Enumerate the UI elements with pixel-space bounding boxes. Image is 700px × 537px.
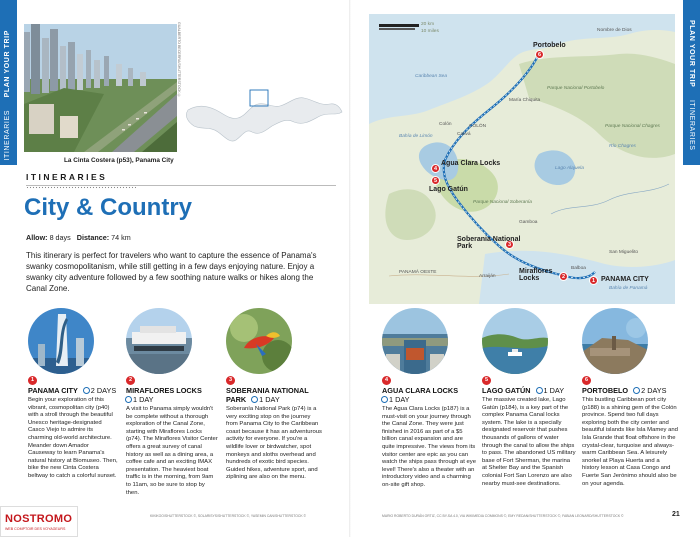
label-rio-chagres: Río Chagres [609, 144, 636, 149]
logo-name: NOSTROMO [5, 513, 73, 525]
stop-number: 6 [582, 376, 591, 385]
locator-map [180, 60, 345, 160]
stop-photo [582, 308, 648, 374]
section-kicker: ITINERARIES [26, 172, 108, 182]
page-title: City & Country [24, 194, 192, 221]
distance-value: 74 km [111, 233, 131, 242]
stop-photo [382, 308, 448, 374]
map-label-lago-gatun: Lago Gatún [429, 186, 468, 193]
tab-plan-label: PLAN YOUR TRIP [4, 30, 11, 98]
label-san-miguelito: San Miguelito [609, 250, 639, 255]
stop-description: The massive created lake, Lago Gatún (p184), is a key part of the complex Panama Canal locks system. The lake is a specially designated reservoir that pushes thousands of gallons of water through the canal to allow the ships to pass. The abandoned US military base of Fort Sherman, the marina at Shelter Bay and the Spanish colonial Fort San Lorenzo are also nearby must-see destinations. [482, 397, 576, 487]
allow-value: 8 days [49, 233, 71, 242]
stop-title [482, 386, 564, 395]
label-soberania-park: Parque Nacional Soberanía [473, 200, 532, 205]
route-map [369, 14, 675, 304]
stop-photo [126, 308, 192, 374]
label-portobelo-park: Parque Nacional Portobelo [547, 86, 605, 91]
map-marker-5[interactable]: 5 [431, 176, 440, 185]
side-tab-right [683, 0, 700, 165]
stop-title [126, 386, 202, 395]
map-marker-2[interactable]: 2 [559, 272, 568, 281]
label-chagres-park: Parque Nacional Chagres [605, 124, 660, 129]
tab-plan-label: PLAN YOUR TRIP [688, 20, 695, 88]
clock-icon [125, 396, 132, 403]
label-colon-town: Colón [439, 122, 452, 127]
stop-description: Soberanía National Park (p74) is a very exciting stop on the journey from Panama City to the Caribbean coast because it has an adventurous activity for everyone. If you're a wildlife lover or birdwatcher, spot monkeys and sloths overhead and hundreds of exotic bird species. Guided hikes, adventure sport, and ziplining are also on the menu. [226, 406, 322, 481]
page-number: 21 [672, 511, 680, 518]
stop-name: SOBERANIA NATIONAL PARK [226, 386, 309, 404]
stop-title [382, 386, 458, 395]
side-tab-left [0, 0, 17, 165]
hero-photo [24, 24, 177, 152]
stop-title [28, 386, 116, 395]
stop-number: 2 [126, 376, 135, 385]
map-label-miraflores: Miraflores Locks [519, 268, 553, 282]
label-lago-alajuela: Lago Alajuela [555, 166, 584, 171]
stop-duration-row [378, 395, 410, 404]
scale-mi: 10 miles [421, 29, 439, 34]
stop-photo [482, 308, 548, 374]
stop-duration: 1 DAY [259, 395, 280, 404]
stop-title [226, 386, 326, 404]
allow-label: Allow: [26, 233, 48, 242]
hero-photo-credit: GUALBERTO BECERRA/SHUTTERSTOCK © [177, 22, 181, 98]
label-nombre-dios: Nombre de Dios [597, 28, 632, 33]
scale-km: 20 km [421, 22, 435, 27]
label-panama-oeste: PANAMÁ OESTE [399, 270, 437, 275]
page-gutter [349, 0, 351, 537]
stop-title [582, 386, 667, 395]
divider-dots [26, 186, 136, 189]
label-colon-province: COLÓN [469, 124, 487, 129]
map-label-agua-clara: Agua Clara Locks [441, 160, 501, 167]
stop-description: The Agua Clara Locks (p187) is a must-visit on your journey through the Canal Zone. They were just finished in 2016 as part of a $5 billion canal expansion and are quite impressive. The views from its visitor center are epic as you can watch the ships pass through at eye level! There's also a theater with an introductory video and a charming on-site gift shop. [382, 406, 476, 488]
photo-credits-left: KIKIKOO/SHUTTERSTOCK ©, SOLARISYS/SHUTTERSTOCK ©, YASEMIN CAN/SHUTTERSTOCK © [150, 514, 307, 518]
map-marker-3[interactable]: 3 [505, 240, 514, 249]
stop-name: PORTOBELO [582, 386, 629, 395]
stop-description: A visit to Panama simply wouldn't be complete without a thorough exploration of the Canal Zone, starting with Miraflores Locks (p74). The Miraflores Visitor Center offers a great survey of canal history as well as a dining area, a coffee cafe and an exciting IMAX presentation. The heaviest boat traffic is in the morning, from 9am to 11am, so be sure to stop by then. [126, 406, 218, 496]
stop-photo [226, 308, 292, 374]
logo-tagline: WEB COMPTOIR DES VOYAGEURS [5, 527, 66, 531]
label-cativa: Cativá [457, 132, 471, 137]
clock-icon [381, 396, 388, 403]
clock-icon [83, 387, 90, 394]
map-marker-1[interactable]: 1 [589, 276, 598, 285]
map-label-panama-city: PANAMA CITY [601, 276, 649, 283]
stop-description: Begin your exploration of this vibrant, cosmopolitan city (p40) with a stroll through the beautiful Unesco heritage-designated Casco Viejo to admire its charming old-world architecture. Meander down Amador Causeway to learn Panama's natural history at Biomuseo. Then, bike the new Cinta Costera beltway to catch a colorful sunset. [28, 397, 118, 479]
stop-duration: 2 DAYS [90, 386, 117, 395]
stop-duration: 1 DAY [389, 395, 410, 404]
stop-description: This bustling Caribbean port city (p188) is a shining gem of the Colón province. Spend two full days exploring both the city center and beautiful islands like Isla Mamey and Isla Grande that float offshore in the crystal-clear, turquoise and always-warm Caribbean Sea. A leisurely snorkel at Playa Huerta and a history lesson at Casa Congo and Fuerte San Jerónimo should also be on your agenda. [582, 397, 678, 487]
clock-icon [536, 387, 543, 394]
tab-section-label: ITINERARIES [4, 110, 11, 161]
stop-number: 1 [28, 376, 37, 385]
map-marker-6[interactable]: 6 [535, 50, 544, 59]
map-marker-4[interactable]: 4 [431, 164, 440, 173]
stop-duration: 1 DAY [543, 386, 565, 395]
nostromo-logo [0, 506, 78, 537]
hero-caption: La Cinta Costera (p53), Panama City [64, 157, 174, 164]
stop-duration: 2 DAYS [641, 386, 667, 395]
label-balboa: Balboa [571, 266, 586, 271]
stop-photo [28, 308, 94, 374]
stop-name: PANAMA CITY [28, 386, 78, 395]
stop-duration-row [122, 395, 154, 404]
distance-label: Distance: [76, 233, 110, 242]
photo-credits-right: MARIO ROBERTO DURÁN ORTIZ, CC BY-SA 4.0, VIA WIKIMEDIA COMMONS ©, EMY REDAN/SHUTTERSTOCK ©, FABIAN LEONARD/SHUTTERSTOCK © [382, 514, 624, 518]
label-maria-chiquita: María Chiquita [509, 98, 541, 103]
intro-paragraph: This itinerary is perfect for travelers who want to capture the essence of Panama's swanky cosmopolitanism, while still getting in a few days enjoying nature. Enjoy a swanky city adventure followed by a few soothing nature walks or hikes along the Canal Zone. [26, 251, 317, 293]
stop-name: LAGO GATÚN [482, 386, 531, 395]
stop-name: MIRAFLORES LOCKS [126, 386, 202, 395]
clock-icon [633, 387, 640, 394]
label-limon: Bahía de Limón [399, 134, 433, 139]
label-caribbean: Caribbean Sea [415, 74, 448, 79]
stop-name: AGUA CLARA LOCKS [382, 386, 459, 395]
label-arraijan: Arraiján [479, 274, 496, 279]
stop-number: 3 [226, 376, 235, 385]
tab-section-label: ITINERARIES [688, 100, 695, 151]
label-bahia-panama: Bahía de Panamá [609, 286, 648, 291]
stop-number: 5 [482, 376, 491, 385]
stop-duration: 1 DAY [133, 395, 154, 404]
trip-meta [26, 233, 131, 242]
stop-number: 4 [382, 376, 391, 385]
clock-icon [251, 396, 258, 403]
map-label-soberania: Soberania National Park [457, 236, 521, 250]
map-label-portobelo: Portobelo [533, 42, 566, 49]
label-gamboa: Gamboa [519, 220, 538, 225]
